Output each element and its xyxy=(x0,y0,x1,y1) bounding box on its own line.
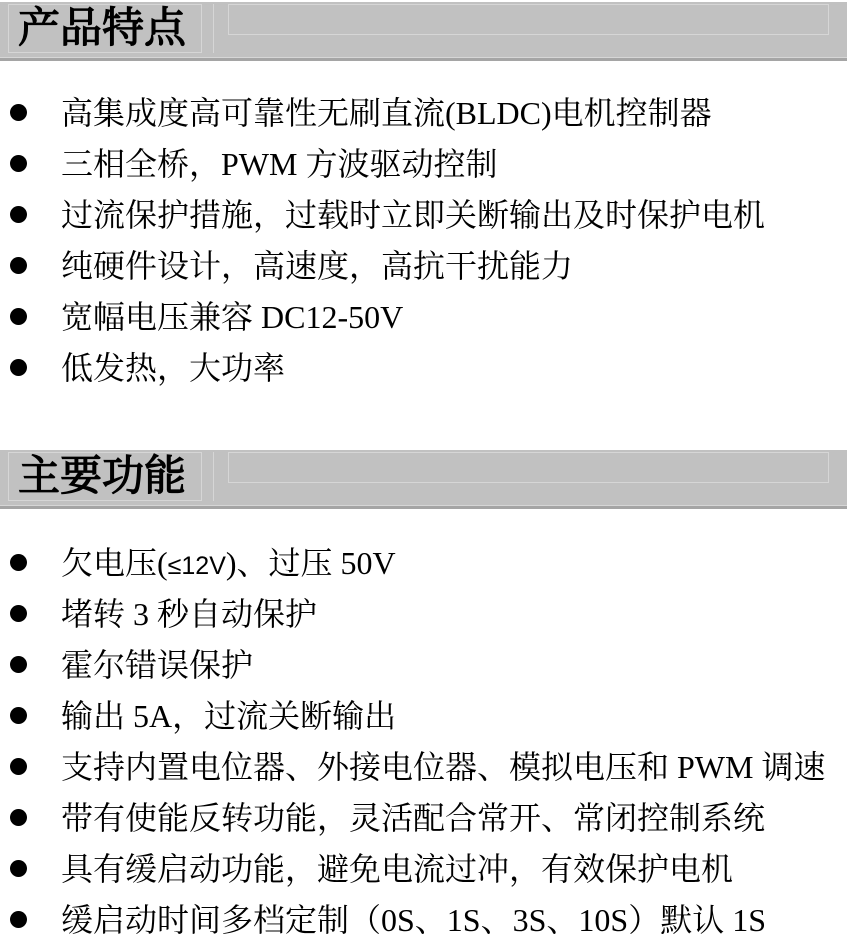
list-item xyxy=(0,240,847,291)
banner-inner-frame xyxy=(228,4,829,35)
list-item-text: 具有缓启动功能，避免电流过冲，有效保护电机 xyxy=(61,850,734,887)
bullet-icon xyxy=(10,155,27,172)
list-item xyxy=(0,690,847,741)
bullet-icon xyxy=(10,707,27,724)
list-item-text: 低发热，大功率 xyxy=(61,349,286,386)
section-main-functions xyxy=(0,450,847,945)
list-item xyxy=(0,792,847,843)
bullet-icon xyxy=(10,860,27,877)
bullet-icon xyxy=(10,605,27,622)
bullet-icon xyxy=(10,257,27,274)
list-item xyxy=(0,741,847,792)
list-item-text: 支持内置电位器、外接电位器、模拟电压和 PWM 调速 xyxy=(61,748,826,785)
banner-cell-divider xyxy=(213,452,214,501)
banner-cell-divider xyxy=(213,4,214,53)
bullet-icon xyxy=(10,809,27,826)
list-item xyxy=(0,588,847,639)
list-item-text: 缓启动时间多档定制（0S、1S、3S、10S）默认 1S xyxy=(61,901,766,938)
section-title: 主要功能 xyxy=(18,453,187,500)
list-item-text: 带有使能反转功能，灵活配合常开、常闭控制系统 xyxy=(61,799,766,836)
section-product-features xyxy=(0,2,847,393)
list-item-text: 输出 5A，过流关断输出 xyxy=(61,697,397,734)
list-item xyxy=(0,639,847,690)
bullet-icon xyxy=(10,308,27,325)
bullet-icon xyxy=(10,359,27,376)
list-item xyxy=(0,342,847,393)
section-header-banner-fill xyxy=(0,450,847,506)
bullet-icon xyxy=(10,656,27,673)
list-item xyxy=(0,537,847,588)
list-item-text: 宽幅电压兼容 DC12-50V xyxy=(61,298,404,335)
list-item-text: 纯硬件设计，高速度，高抗干扰能力 xyxy=(61,247,574,284)
section-header-banner-fill xyxy=(0,2,847,58)
list-item xyxy=(0,87,847,138)
section-title-cell xyxy=(8,452,202,501)
list-item-text: 欠电压(≤12V)、过压 50V xyxy=(61,544,396,581)
bullet-icon xyxy=(10,911,27,928)
bullet-icon xyxy=(10,206,27,223)
list-item xyxy=(0,894,847,945)
function-list xyxy=(0,537,847,945)
list-item-text: 堵转 3 秒自动保护 xyxy=(61,595,318,632)
section-title-cell xyxy=(8,4,202,53)
feature-list xyxy=(0,87,847,393)
bullet-icon xyxy=(10,554,27,571)
list-item-text: 三相全桥，PWM 方波驱动控制 xyxy=(61,145,498,182)
section-title: 产品特点 xyxy=(18,5,187,52)
list-item-text: 霍尔错误保护 xyxy=(61,646,254,683)
banner-inner-frame xyxy=(228,452,829,483)
section-header-banner xyxy=(0,2,847,61)
section-header-banner xyxy=(0,450,847,509)
bullet-icon xyxy=(10,104,27,121)
list-item xyxy=(0,138,847,189)
list-item xyxy=(0,843,847,894)
bullet-icon xyxy=(10,758,27,775)
list-item xyxy=(0,291,847,342)
list-item-text: 高集成度高可靠性无刷直流(BLDC)电机控制器 xyxy=(61,94,712,131)
list-item xyxy=(0,189,847,240)
list-item-text: 过流保护措施，过载时立即关断输出及时保护电机 xyxy=(61,196,766,233)
